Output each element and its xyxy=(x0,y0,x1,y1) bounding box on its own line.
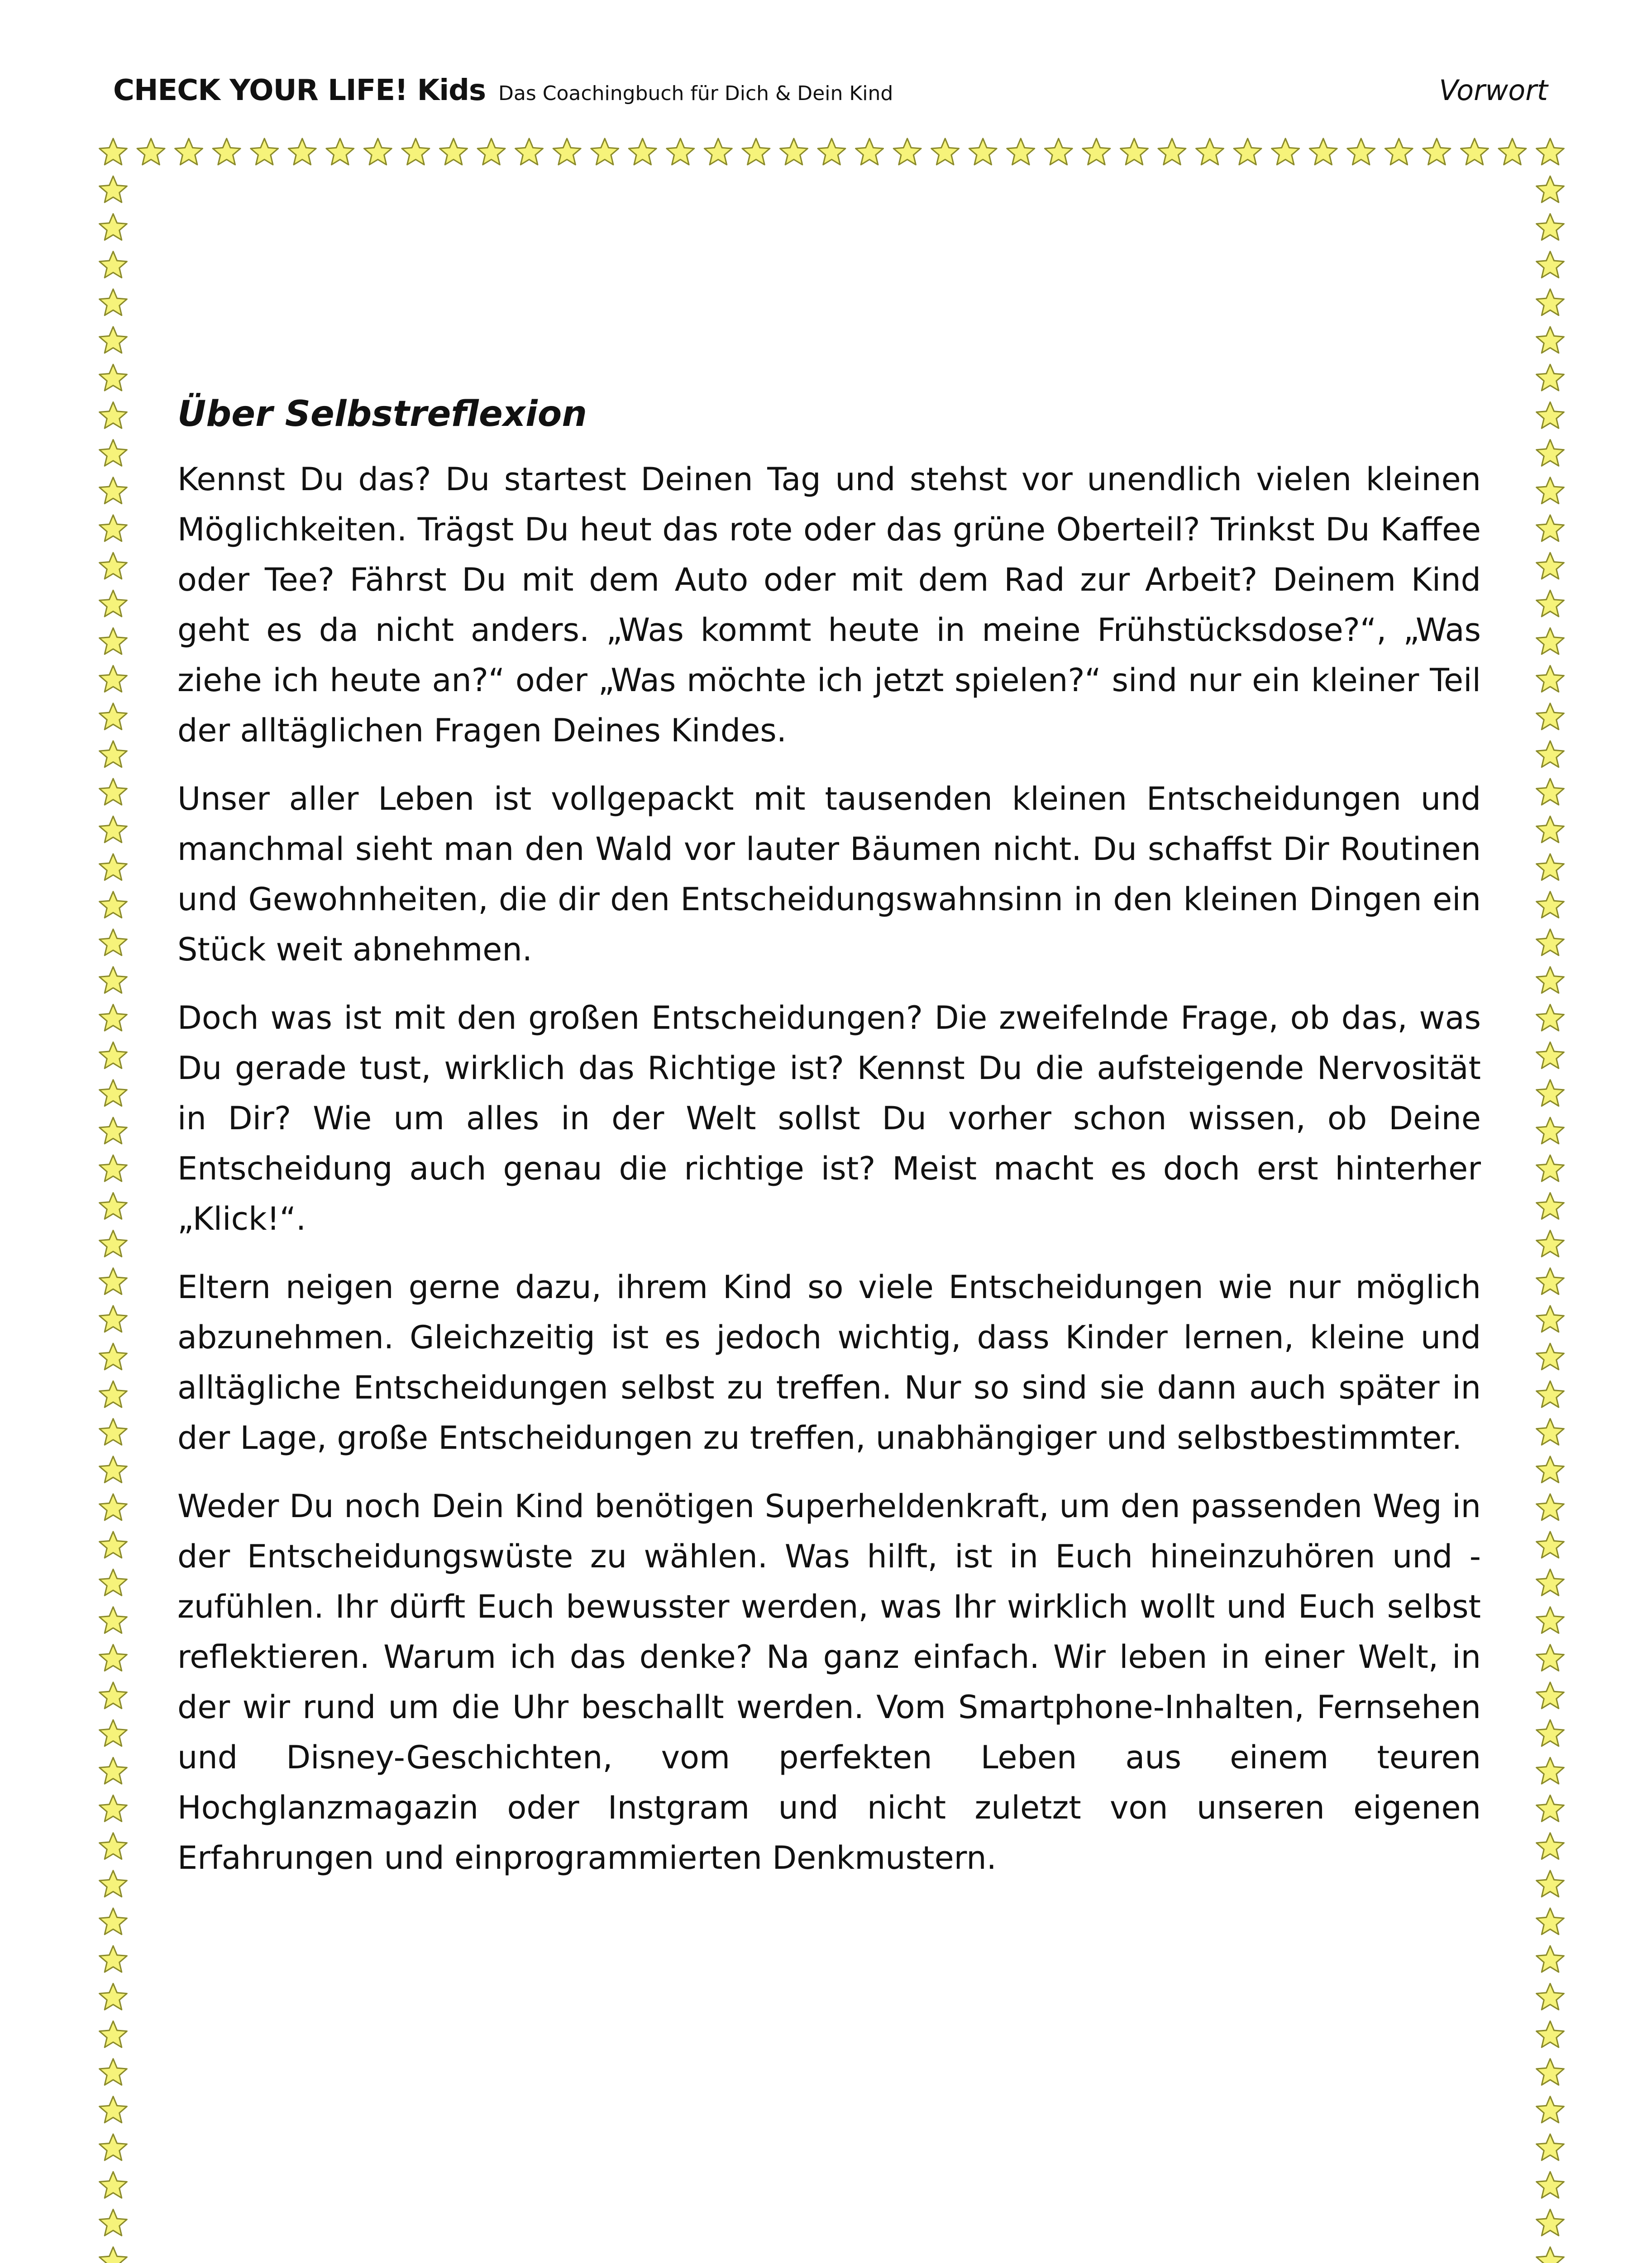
star-icon xyxy=(1537,1833,1564,1859)
star-icon xyxy=(1537,1231,1564,1257)
chapter-name: Vorwort xyxy=(1439,74,1548,107)
book-subtitle: Das Coachingbuch für Dich & Dein Kind xyxy=(498,82,893,105)
star-icon xyxy=(100,1795,127,1822)
star-icon xyxy=(100,1532,127,1558)
star-icon xyxy=(1537,2172,1564,2198)
star-icon xyxy=(100,176,127,202)
star-icon xyxy=(1537,364,1564,391)
paragraph-5: Weder Du noch Dein Kind benötigen Superheldenkraft, um den passenden Weg in der Entscheidungswüste zu wählen. Was hilft, ist in Euch hineinzuhören und -zufühlen. Ihr dürft Euch bewusster werden, was Ihr wirklich wollt und Euch selbst reflektieren. Warum ich das denke? Na ganz einfach. Wir leben in einer Welt, in der wir rund um die Uhr beschallt werden. Vom Smartphone-Inhalten, Fernsehen und Disney-Geschichten, vom perfekten Leben aus einem teuren Hochglanzmagazin oder Instgram und nicht zuletzt von unseren eigenen Erfahrungen und einprogrammierten Denkmustern. xyxy=(177,1488,1481,1876)
section-title: Über Selbstreflexion xyxy=(177,394,587,434)
star-icon xyxy=(100,1343,127,1370)
star-icon xyxy=(1537,515,1564,541)
star-icon xyxy=(100,1720,127,1746)
star-icon xyxy=(1537,666,1564,692)
star-icon xyxy=(100,1381,127,1407)
star-icon xyxy=(100,2059,127,2085)
book-title: CHECK YOUR LIFE! Kids xyxy=(113,74,486,107)
star-icon xyxy=(553,138,581,165)
star-icon xyxy=(1537,1193,1564,1219)
star-icon xyxy=(100,1155,127,1181)
star-icon xyxy=(100,2096,127,2123)
paragraph-4: Eltern neigen gerne dazu, ihrem Kind so viele Entscheidungen wie nur möglich abzunehmen. Gleichzeitig ist es jedoch wichtig, dass Kinder lernen, kleine und alltägliche Entscheidungen selbst zu treffen. Nur so sind sie dann auch später in der Lage, große Entscheidungen zu treffen, unabhängiger und selbstbestimmter. xyxy=(177,1269,1481,1456)
star-icon xyxy=(100,816,127,843)
star-icon xyxy=(175,138,203,165)
star-icon xyxy=(1537,477,1564,504)
star-icon xyxy=(1537,440,1564,466)
star-icon xyxy=(1537,1381,1564,1407)
star-icon xyxy=(1537,1532,1564,1558)
star-icon xyxy=(100,515,127,541)
star-icon xyxy=(1537,1946,1564,1972)
star-icon xyxy=(1537,176,1564,202)
star-icon xyxy=(100,929,127,955)
star-icon xyxy=(1537,1757,1564,1784)
star-icon xyxy=(100,1908,127,1934)
star-icon xyxy=(1537,2210,1564,2236)
star-icon xyxy=(1309,138,1337,165)
star-icon xyxy=(100,1833,127,1859)
star-icon xyxy=(856,138,883,165)
star-icon xyxy=(288,138,316,165)
star-icon xyxy=(100,1193,127,1219)
star-icon xyxy=(100,2172,127,2198)
star-icon xyxy=(1537,628,1564,654)
star-icon xyxy=(1537,402,1564,428)
star-icon xyxy=(1537,1268,1564,1294)
star-icon xyxy=(100,666,127,692)
star-icon xyxy=(969,138,997,165)
star-icon xyxy=(1537,1494,1564,1520)
star-icon xyxy=(591,138,619,165)
star-icon xyxy=(100,1946,127,1972)
star-icon xyxy=(1196,138,1224,165)
star-icon xyxy=(1537,1720,1564,1746)
star-icon xyxy=(1537,1080,1564,1106)
star-icon xyxy=(1385,138,1413,165)
star-icon xyxy=(1537,1155,1564,1181)
star-icon xyxy=(100,1306,127,1332)
star-icon xyxy=(100,2134,127,2160)
star-icon xyxy=(1537,2134,1564,2160)
star-icon xyxy=(1537,2021,1564,2048)
star-icon xyxy=(1083,138,1110,165)
star-icon xyxy=(1537,327,1564,353)
star-icon xyxy=(1537,1042,1564,1069)
star-icon xyxy=(100,327,127,353)
star-icon xyxy=(1461,138,1489,165)
star-icon xyxy=(818,138,845,165)
star-icon xyxy=(780,138,808,165)
star-icon xyxy=(1158,138,1186,165)
star-icon xyxy=(100,703,127,730)
star-icon xyxy=(100,553,127,579)
star-icon xyxy=(1537,2247,1564,2263)
running-head-title xyxy=(113,68,893,116)
star-icon xyxy=(516,138,543,165)
star-icon xyxy=(100,477,127,504)
star-icon xyxy=(1234,138,1261,165)
star-icon xyxy=(1537,1117,1564,1144)
star-icon xyxy=(1537,1607,1564,1633)
star-icon xyxy=(1537,741,1564,767)
star-icon xyxy=(100,854,127,880)
star-icon xyxy=(100,1871,127,1897)
star-icon xyxy=(1537,1569,1564,1595)
star-icon xyxy=(1537,778,1564,805)
star-icon xyxy=(326,138,354,165)
star-icon xyxy=(1537,1456,1564,1483)
star-icon xyxy=(1537,553,1564,579)
star-icon xyxy=(1537,1419,1564,1445)
star-icon xyxy=(1537,1682,1564,1709)
star-icon xyxy=(100,741,127,767)
star-icon xyxy=(1537,1343,1564,1370)
star-icon xyxy=(100,1984,127,2010)
star-icon xyxy=(1537,703,1564,730)
main-content xyxy=(177,389,1481,1901)
star-icon xyxy=(100,214,127,240)
star-icon xyxy=(100,1268,127,1294)
star-icon xyxy=(100,2021,127,2048)
star-icon xyxy=(100,1004,127,1031)
star-icon xyxy=(100,138,127,165)
star-icon xyxy=(1537,1871,1564,1897)
star-icon xyxy=(364,138,392,165)
star-icon xyxy=(100,590,127,616)
star-icon xyxy=(893,138,921,165)
star-icon xyxy=(1537,1004,1564,1031)
star-icon xyxy=(1347,138,1375,165)
star-icon xyxy=(100,1494,127,1520)
star-icon xyxy=(100,2247,127,2263)
star-icon xyxy=(440,138,468,165)
star-icon xyxy=(1537,252,1564,278)
star-icon xyxy=(1499,138,1526,165)
star-icon xyxy=(100,1231,127,1257)
star-icon xyxy=(100,892,127,918)
star-icon xyxy=(1537,892,1564,918)
star-icon xyxy=(1537,590,1564,616)
star-icon xyxy=(742,138,770,165)
star-icon xyxy=(100,1042,127,1069)
star-icon xyxy=(100,440,127,466)
star-icon xyxy=(100,1682,127,1709)
star-icon xyxy=(1007,138,1035,165)
star-icon xyxy=(667,138,694,165)
star-icon xyxy=(1537,1645,1564,1671)
star-icon xyxy=(100,1117,127,1144)
star-icon xyxy=(1537,1306,1564,1332)
star-icon xyxy=(1045,138,1072,165)
star-icon xyxy=(477,138,505,165)
star-icon xyxy=(1537,138,1564,165)
star-icon xyxy=(213,138,240,165)
star-icon xyxy=(100,967,127,993)
star-icon xyxy=(100,402,127,428)
paragraph-3: Doch was ist mit den großen Entscheidungen? Die zweifelnde Frage, ob das, was Du gerade tust, wirklich das Richtige ist? Kennst Du die aufsteigende Nervosität in Dir? Wie um alles in der Welt sollst Du vorher schon wissen, ob Deine Entscheidung auch genau die richtige ist? Meist macht es doch erst hinterher „Klick!“. xyxy=(177,999,1481,1237)
star-icon xyxy=(100,1757,127,1784)
star-icon xyxy=(100,1080,127,1106)
star-icon xyxy=(1537,289,1564,315)
star-icon xyxy=(100,778,127,805)
star-icon xyxy=(931,138,959,165)
paragraph-1: Kennst Du das? Du startest Deinen Tag und stehst vor unendlich vielen kleinen Möglichkeiten. Trägst Du heut das rote oder das grüne Oberteil? Trinkst Du Kaffee oder Tee? Fährst Du mit dem Auto oder mit dem Rad zur Arbeit? Deinem Kind geht es da nicht anders. „Was kommt heute in meine Frühstücksdose?“, „Was ziehe ich heute an?“ oder „Was möchte ich jetzt spielen?“ sind nur ein kleiner Teil der alltäglichen Fragen Deines Kindes. xyxy=(177,461,1481,749)
star-icon xyxy=(629,138,656,165)
star-icon xyxy=(100,364,127,391)
star-icon xyxy=(1537,929,1564,955)
star-icon xyxy=(1537,214,1564,240)
star-icon xyxy=(1272,138,1299,165)
star-icon xyxy=(137,138,165,165)
star-icon xyxy=(1537,854,1564,880)
star-icon xyxy=(1537,2059,1564,2085)
star-icon xyxy=(402,138,430,165)
star-icon xyxy=(100,1419,127,1445)
star-icon xyxy=(100,2210,127,2236)
star-icon xyxy=(100,1456,127,1483)
star-icon xyxy=(251,138,278,165)
star-icon xyxy=(100,1569,127,1595)
star-icon xyxy=(100,1645,127,1671)
star-icon xyxy=(1423,138,1451,165)
paragraph-2: Unser aller Leben ist vollgepackt mit tausenden kleinen Entscheidungen und manchmal sieht man den Wald vor lauter Bäumen nicht. Du schaffst Dir Routinen und Gewohnheiten, die dir den Entscheidungswahnsinn in den kleinen Dingen ein Stück weit abnehmen. xyxy=(177,780,1481,968)
star-icon xyxy=(1537,816,1564,843)
star-icon xyxy=(1537,1984,1564,2010)
star-icon xyxy=(1537,1908,1564,1934)
star-icon xyxy=(100,628,127,654)
star-icon xyxy=(1537,2096,1564,2123)
star-icon xyxy=(1121,138,1148,165)
star-icon xyxy=(704,138,732,165)
star-icon xyxy=(100,289,127,315)
page-header xyxy=(113,68,1548,113)
star-icon xyxy=(1537,967,1564,993)
star-icon xyxy=(100,252,127,278)
star-icon xyxy=(100,1607,127,1633)
star-icon xyxy=(1537,1795,1564,1822)
